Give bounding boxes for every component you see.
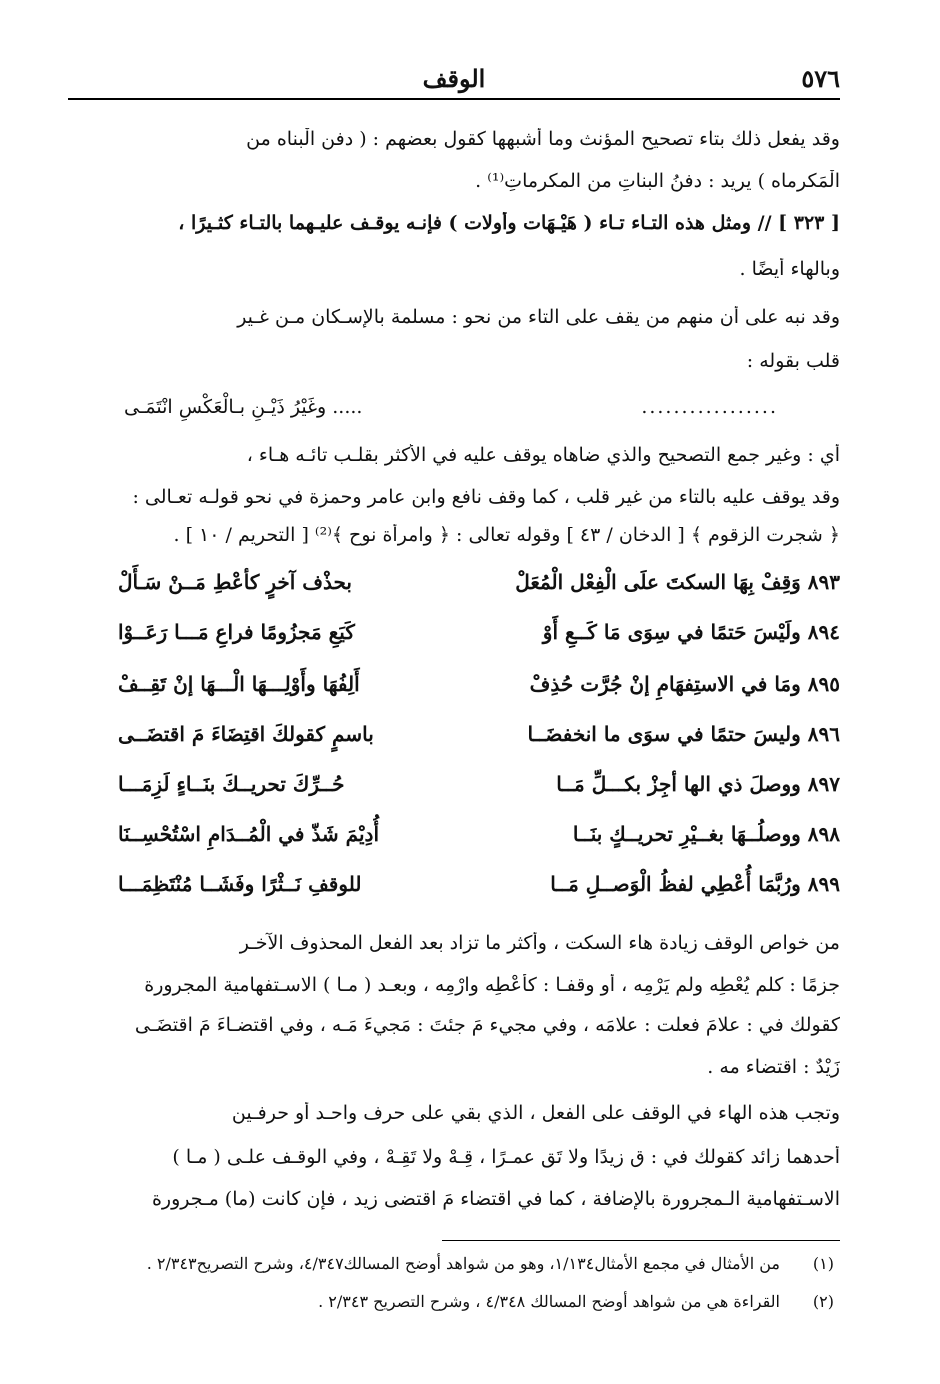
page-header bbox=[68, 64, 840, 96]
poem-second-half: ..... وغَيْرُ ذَيْـنِ بـالْعَكْسِ انْتَمَـى bbox=[124, 396, 363, 418]
text-line: أي : وغير جمع التصحيح والذي ضاهاه يوقف عليه في الأكثر بقلـب تائـه هـاء ، bbox=[246, 444, 840, 466]
footnote-text: من الأمثال في مجمع الأمثال١/١٣٤، وهو من شواهد أوضح المسالك٤/٣٤٧، وشرح التصريح٢/٣٤٣ . bbox=[146, 1254, 780, 1273]
verse-line bbox=[68, 772, 840, 812]
verse-second-half: كَيَعِ مَجزُومًا فراعِ مَـــا رَعَــوْا bbox=[118, 620, 355, 644]
verse-second-half: أَلِفُهَا وأَوْلِـــهَا الْـــهَا إنْ تَقِــفْ bbox=[118, 672, 360, 696]
text-line: وقد نبه على أن منهم من يقف على التاء من نحو : مسلمة بالإسـكان مـن غـير bbox=[237, 306, 840, 328]
text-line: الْمَكرماه ) يريد : دفنُ البناتِ من المكرماتِ⁽¹⁾ . bbox=[475, 170, 840, 192]
verse-second-half: حُــرِّكَ تحريــكَ بنَــاءٍ لَزِمَـــا bbox=[118, 772, 345, 796]
verse-first-half: ٨٩٣ وَقِفْ بِهَا السكتَ علَى الْفِعْل الْمُعَلْ bbox=[515, 570, 840, 594]
verse-first-half: ٨٩٩ ورُبَّمَا أُعْطِي لفظُ الْوَصــلِ مَــا bbox=[550, 872, 840, 896]
page-number: ٥٧٦ bbox=[801, 64, 840, 93]
footnote-mark: (٢) bbox=[812, 1292, 834, 1311]
verse-first-half: ٨٩٥ ومَا في الاستِفهَامِ إنْ جُرَّت حُذِفْ bbox=[529, 672, 840, 696]
verse-line bbox=[68, 822, 840, 862]
verse-line bbox=[68, 620, 840, 660]
verse-line bbox=[68, 722, 840, 762]
footnote-text: القراءة هي من شواهد أوضح المسالك ٤/٣٤٨ ، وشرح التصريح ٢/٣٤٣ . bbox=[318, 1292, 780, 1311]
text-line: وتجب هذه الهاء في الوقف على الفعل ، الذي بقي على حرف واحـد أو حرفـين bbox=[231, 1102, 840, 1124]
verse-second-half: بحذْف آخرٍ كأعْطِ مَــنْ سَـأَلْ bbox=[118, 570, 352, 594]
text-line: من خواص الوقف زيادة هاء السكت ، وأكثر ما تزاد بعد الفعل المحذوف الآخـر bbox=[239, 932, 840, 954]
verse-first-half: ٨٩٤ ولَيْسَ حَتمًا في سِوَى مَا كَــعِ أَوْ bbox=[542, 620, 840, 644]
verse-second-half: أُدِيْمَ شَذّ في الْمُــدَامِ اسْتُحْسِــنَا bbox=[118, 822, 379, 846]
text-line: كقولك في : علامَ فعلت : علامَه ، وفي مجيء مَ جئتَ : مَجيءَ مَـه ، وفي اقتضـاءَ مَ اقتضَـى bbox=[134, 1014, 840, 1036]
page-title: الوقف bbox=[422, 64, 486, 93]
verse-first-half: ٨٩٧ ووصلَ ذي الها أجِزْ بكـــلِّ مَــا bbox=[556, 772, 840, 796]
text-line: أحدهما زائد كقولك في : ق زيدًا ولا تَق عمـرًا ، قِـهْ ولا تَقِـهْ ، وفي الوقـف علـى ( مـا ) bbox=[172, 1146, 840, 1168]
verse-second-half: باسمٍ كقولكَ اقتِضَاءَ مَ اقتضَــى bbox=[118, 722, 374, 746]
text-line: وقد يفعل ذلك بتاء تصحيح المؤنث وما أشبهها كقول بعضهم : ( دفن الْبناه من bbox=[246, 128, 840, 150]
verse-first-half: ٨٩٦ وليسَ حتمًا في سوَى ما انخفضَــا bbox=[527, 722, 840, 746]
verse-first-half: ٨٩٨ ووصلُــهَا بغــيْرِ تحريــكٍ بنَــا bbox=[572, 822, 840, 846]
footnote-rule bbox=[442, 1240, 840, 1241]
verse-line bbox=[68, 570, 840, 610]
verse-line bbox=[68, 672, 840, 712]
poem-line bbox=[68, 396, 840, 430]
text-line: وبالهاء أيضًا . bbox=[739, 258, 840, 280]
verse-second-half: للوقفِ نَــثْرًا وفَشَــا مُنْتَظِمَـــا bbox=[118, 872, 362, 896]
text-line: ﴿ شجرت الزقوم ﴾ [ الدخان / ٤٣ ] وقوله تعالى : ﴿ وامرأة نوح ﴾⁽²⁾ [ التحريم / ١٠ ] . bbox=[173, 524, 840, 546]
text-line: قلب بقوله : bbox=[746, 350, 840, 372]
poem-first-half: ................. bbox=[641, 396, 778, 418]
text-line: جزمًا : كلم يُعْطِه ولم يَرْمِه ، أو وقفـا : كأعْطِه وارْمِه ، وبعـد ( مـا ) الاسـتفهامية المجرورة bbox=[144, 974, 840, 996]
verse-line bbox=[68, 872, 840, 912]
header-rule bbox=[68, 98, 840, 100]
footnote-mark: (١) bbox=[812, 1254, 834, 1273]
text-line: زَيْدٌ : اقتضاء مه . bbox=[707, 1056, 840, 1078]
text-line: [ ٣٢٣ ] // ومثل هذه التـاء تـاء ( هَيْـهَات وأولات ) فإنـه يوقـف عليـهما بالتـاء كثـيرًا ، bbox=[178, 212, 840, 234]
text-line: الاسـتفهامية الـمجرورة بالإضافة ، كما في اقتضاء مَ اقتضى زيد ، فإن كانت (ما) مـجرورة bbox=[151, 1188, 840, 1210]
text-line: وقد يوقف عليه بالتاء من غير قلب ، كما وقف نافع وابن عامر وحمزة في نحو قولـه تعـالى : bbox=[132, 486, 840, 508]
